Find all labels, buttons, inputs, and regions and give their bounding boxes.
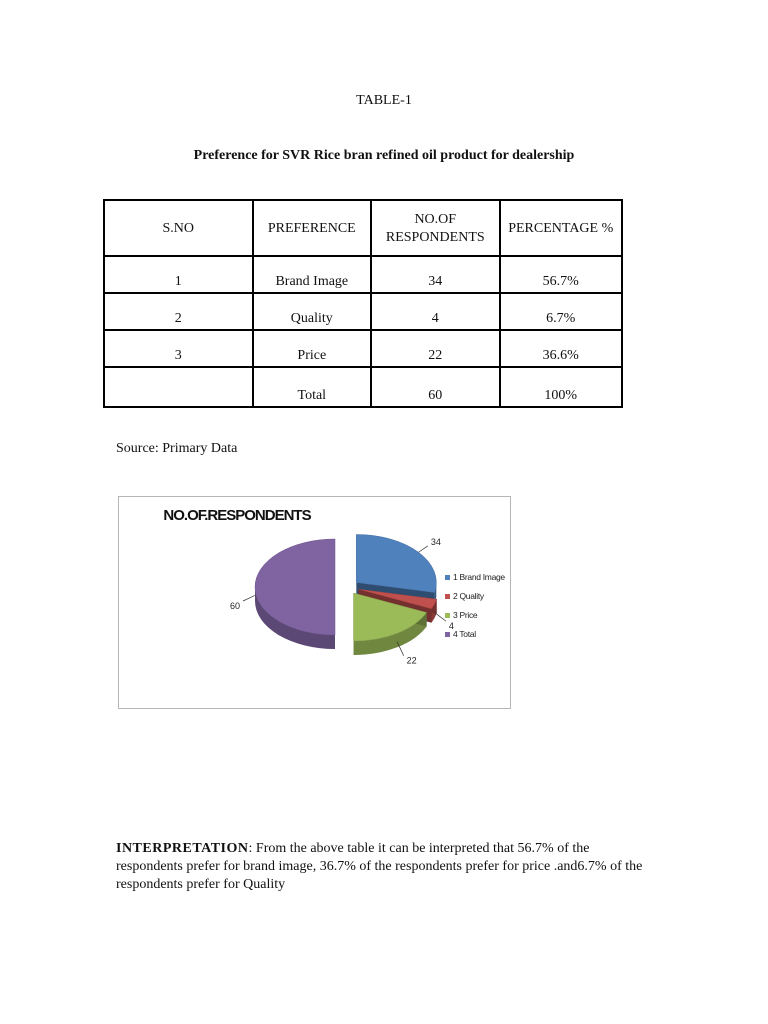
data-label: 4 [448, 621, 454, 632]
cell-preference: Price [253, 330, 371, 367]
header-preference: PREFERENCE [253, 200, 371, 256]
data-label: 60 [229, 601, 240, 611]
chart-legend [445, 572, 505, 639]
cell-preference: Quality [253, 293, 371, 330]
legend-label-2-quality: 2 Quality [453, 591, 484, 601]
cell-sno [104, 367, 253, 407]
source-note: Source: Primary Data [116, 441, 238, 456]
pie-chart [118, 496, 511, 709]
legend-swatch-3-price [445, 613, 450, 618]
data-label-leader [434, 612, 445, 621]
table-label: TABLE-1 [356, 93, 412, 108]
cell-respondents: 22 [371, 330, 499, 367]
cell-respondents: 34 [371, 256, 499, 293]
data-label-leader [418, 546, 427, 552]
legend-label-1-brand-image: 1 Brand Image [453, 572, 505, 582]
pie-slice-1-brand-image [356, 534, 436, 592]
data-label-leader [243, 595, 255, 601]
data-label: 34 [430, 536, 441, 547]
legend-swatch-4-total [445, 632, 450, 637]
interpretation-text: : From the above table it can be interpreted that 56.7% of the respondents prefer for brand image, 36.7% of the respondents prefer for price .and6.7% of the respondents prefer for Quality [116, 841, 643, 892]
pie-chart-canvas [119, 497, 510, 708]
cell-percentage: 56.7% [500, 256, 623, 293]
table-row [104, 256, 622, 293]
header-respondents: NO.OF RESPONDENTS [371, 200, 499, 256]
table-row [104, 330, 622, 367]
chart-title: NO.OF.RESPONDENTS [163, 507, 311, 524]
legend-swatch-2-quality [445, 594, 450, 599]
cell-respondents: 4 [371, 293, 499, 330]
document-title: Preference for SVR Rice bran refined oil product for dealership [193, 148, 575, 163]
cell-percentage: 100% [500, 367, 623, 407]
data-label: 22 [406, 655, 417, 666]
cell-percentage: 36.6% [500, 330, 623, 367]
table-header-row [104, 200, 622, 256]
header-sno: S.NO [104, 200, 253, 256]
interpretation [116, 840, 656, 894]
interpretation-heading: INTERPRETATION [116, 841, 249, 856]
table-row [104, 367, 622, 407]
cell-sno: 3 [104, 330, 253, 367]
table-row [104, 293, 622, 330]
header-percentage: PERCENTAGE % [500, 200, 623, 256]
preference-table [103, 199, 623, 408]
cell-sno: 1 [104, 256, 253, 293]
legend-swatch-1-brand-image [445, 575, 450, 580]
legend-label-4-total: 4 Total [453, 629, 476, 639]
cell-percentage: 6.7% [500, 293, 623, 330]
cell-sno: 2 [104, 293, 253, 330]
cell-respondents: 60 [371, 367, 499, 407]
cell-preference: Total [253, 367, 371, 407]
cell-preference: Brand Image [253, 256, 371, 293]
legend-label-3-price: 3 Price [453, 610, 478, 620]
